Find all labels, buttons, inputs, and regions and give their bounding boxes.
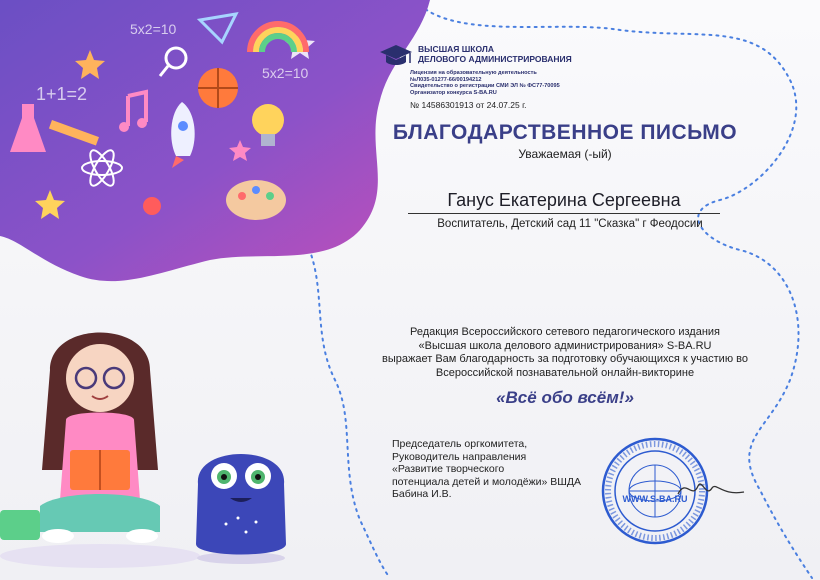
quiz-title: «Всё обо всём!»	[496, 388, 634, 407]
document-title: БЛАГОДАРСТВЕННОЕ ПИСЬМО	[392, 121, 738, 144]
handwritten-signature	[676, 474, 746, 504]
signature-block	[392, 438, 622, 501]
signatory-title: «Развитие творческого	[392, 463, 505, 476]
document-number: № 14586301913 от 24.07.25 г.	[410, 100, 527, 110]
greeting: Уважаемая (-ый)	[518, 147, 612, 161]
signatory-name: Бабина И.В.	[392, 488, 452, 501]
blue-monster-illustration	[186, 424, 296, 564]
recipient-name: Ганус Екатерина Сергеевна	[447, 190, 681, 210]
contest-organizer: Организатор конкурса S-BA.RU	[410, 89, 497, 96]
organization-meta	[410, 70, 640, 96]
gratitude-line: Всероссийской познавательной онлайн-викторине	[435, 366, 695, 379]
signatory-title: Руководитель направления	[392, 450, 527, 463]
girl-reading-illustration	[0, 310, 200, 570]
graduation-cap-icon	[378, 44, 414, 70]
gratitude-line: «Высшая школа делового администрирования» S-BA.RU	[418, 339, 712, 352]
palette-icon	[226, 180, 286, 220]
basketball-icon	[198, 68, 238, 108]
math-text: 1+1=2	[36, 84, 88, 104]
signatory-title: Председатель оргкомитета,	[392, 438, 528, 450]
stamp-text: WWW.S-BA.RU	[622, 494, 688, 504]
math-text: 5x2=10	[262, 65, 309, 81]
gratitude-text	[370, 326, 760, 380]
apple-icon	[143, 197, 161, 215]
org-name-line: ДЕЛОВОГО АДМИНИСТРИРОВАНИЯ	[418, 54, 572, 64]
decorative-blob	[0, 0, 430, 290]
media-registration: Свидетельство о регистрации СМИ ЭЛ № ФС77-70095	[410, 83, 560, 90]
gratitude-line: выражает Вам благодарность за подготовку обучающихся к участию во	[382, 353, 748, 366]
math-text: 5x2=10	[130, 21, 177, 37]
signatory-title: потенциала детей и молодёжи» ВШДА	[392, 475, 581, 488]
license-number: №Л035-01277-66/00194212	[410, 76, 482, 83]
organization-name	[418, 44, 608, 64]
recipient-name-line	[408, 190, 720, 214]
license-text: Лицензия на образовательную деятельность	[410, 70, 537, 76]
gratitude-line: Редакция Всероссийского сетевого педагогического издания	[410, 326, 720, 338]
org-name-line: ВЫСШАЯ ШКОЛА	[418, 44, 494, 54]
recipient-position: Воспитатель, Детский сад 11 "Сказка" г Феодосии	[437, 218, 703, 230]
